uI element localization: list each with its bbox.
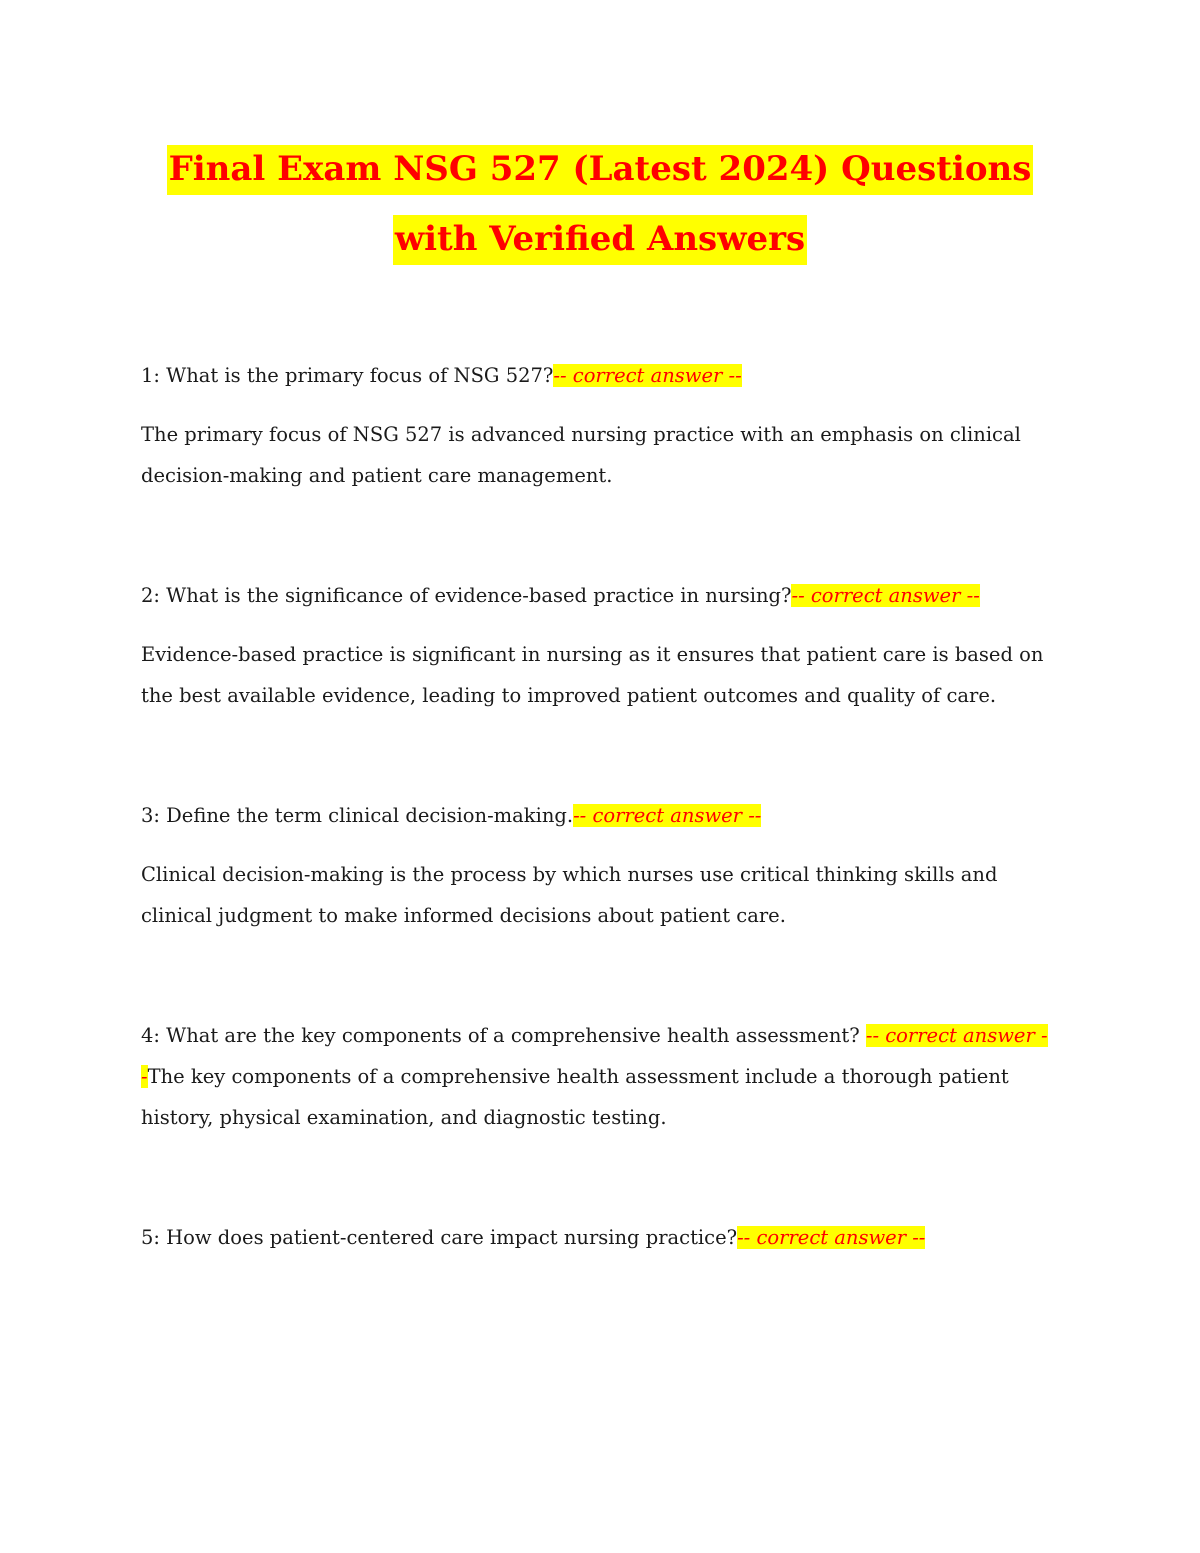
question-1 <box>141 355 1051 396</box>
question-3 <box>141 795 1051 836</box>
qa-item-1 <box>141 355 1051 496</box>
qa-item-5 <box>141 1217 1051 1258</box>
document-title <box>100 134 1100 274</box>
question-5 <box>141 1217 1051 1258</box>
answer-3: Clinical decision-making is the process by which nurses use critical thinking skills and clinical judgment to make informed decisions about patient care. <box>141 863 998 927</box>
question-4-text: 4: What are the key components of a comprehensive health assessment? <box>141 1024 866 1047</box>
question-5-text: 5: How does patient-centered care impact nursing practice? <box>141 1226 738 1249</box>
correct-answer-marker-4: -- correct answer -- <box>141 1024 1048 1088</box>
answer-2: Evidence-based practice is significant in nursing as it ensures that patient care is based on the best available evidence, leading to improved patient outcomes and quality of care. <box>141 643 1044 707</box>
title-line-2: with Verified Answers <box>393 215 807 265</box>
correct-answer-marker-5: -- correct answer -- <box>737 1226 926 1249</box>
title-line-1: Final Exam NSG 527 (Latest 2024) Questions <box>167 145 1034 195</box>
question-3-text: 3: Define the term clinical decision-making. <box>141 804 574 827</box>
qa-item-3 <box>141 795 1051 936</box>
correct-answer-marker-3: -- correct answer -- <box>573 804 762 827</box>
question-1-text: 1: What is the primary focus of NSG 527? <box>141 364 554 387</box>
answer-4: The key components of a comprehensive health assessment include a thorough patient history, physical examination, and diagnostic testing. <box>141 1065 1009 1129</box>
answer-1: The primary focus of NSG 527 is advanced nursing practice with an emphasis on clinical decision-making and patient care management. <box>141 423 1021 487</box>
correct-answer-marker-2: -- correct answer -- <box>791 584 980 607</box>
question-2 <box>141 575 1051 616</box>
correct-answer-marker-1: -- correct answer -- <box>553 364 742 387</box>
question-2-text: 2: What is the significance of evidence-based practice in nursing? <box>141 584 792 607</box>
qa-item-4 <box>141 1015 1051 1138</box>
qa-list <box>141 355 1051 1337</box>
qa-item-2 <box>141 575 1051 716</box>
question-4 <box>141 1015 1051 1138</box>
